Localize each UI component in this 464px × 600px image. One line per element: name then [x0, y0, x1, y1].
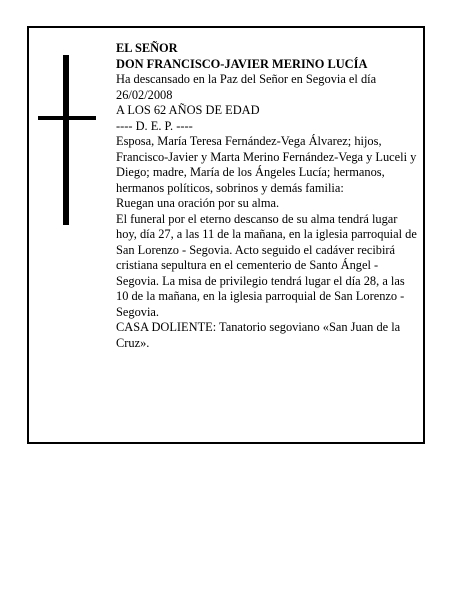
- death-statement: Ha descansado en la Paz del Señor en Segovia el día 26/02/2008: [116, 72, 377, 102]
- funeral-text: El funeral por el eterno descanso de su alma tendrá lugar hoy, día 27, a las 11 de la mañana, en la iglesia parroquial de San Lorenzo - Segovia. Acto seguido el cadáver recibirá cristiana sepultura en el cementerio de Santo Ángel - Segovia. La misa de privilegio tendrá lugar el día 28, a las 10 de la mañana, en la iglesia parroquial de San Lorenzo - Segovia.: [116, 211, 417, 319]
- deceased-name: DON FRANCISCO-JAVIER MERINO LUCÍA: [116, 56, 368, 71]
- rip-line: ---- D. E. P. ----: [116, 118, 193, 133]
- cross-icon: [38, 55, 96, 225]
- family-text: Esposa, María Teresa Fernández-Vega Álvarez; hijos, Francisco-Javier y Marta Merino Fernández-Vega y Luceli y Diego; madre, María de los Ángeles Lucía; hermanos, hermanos políticos, sobrinos y demás familia:: [116, 134, 417, 195]
- notice-text: [116, 41, 418, 351]
- age-line: A LOS 62 AÑOS DE EDAD: [116, 103, 260, 117]
- cross-horizontal-bar: [38, 116, 96, 120]
- cross-vertical-bar: [63, 55, 69, 225]
- prayer-request: Ruegan una oración por su alma.: [116, 196, 280, 210]
- mourning-house: CASA DOLIENTE: Tanatorio segoviano «San Juan de la Cruz».: [116, 320, 401, 350]
- notice-title: EL SEÑOR: [116, 41, 178, 55]
- obituary-notice: [27, 26, 425, 444]
